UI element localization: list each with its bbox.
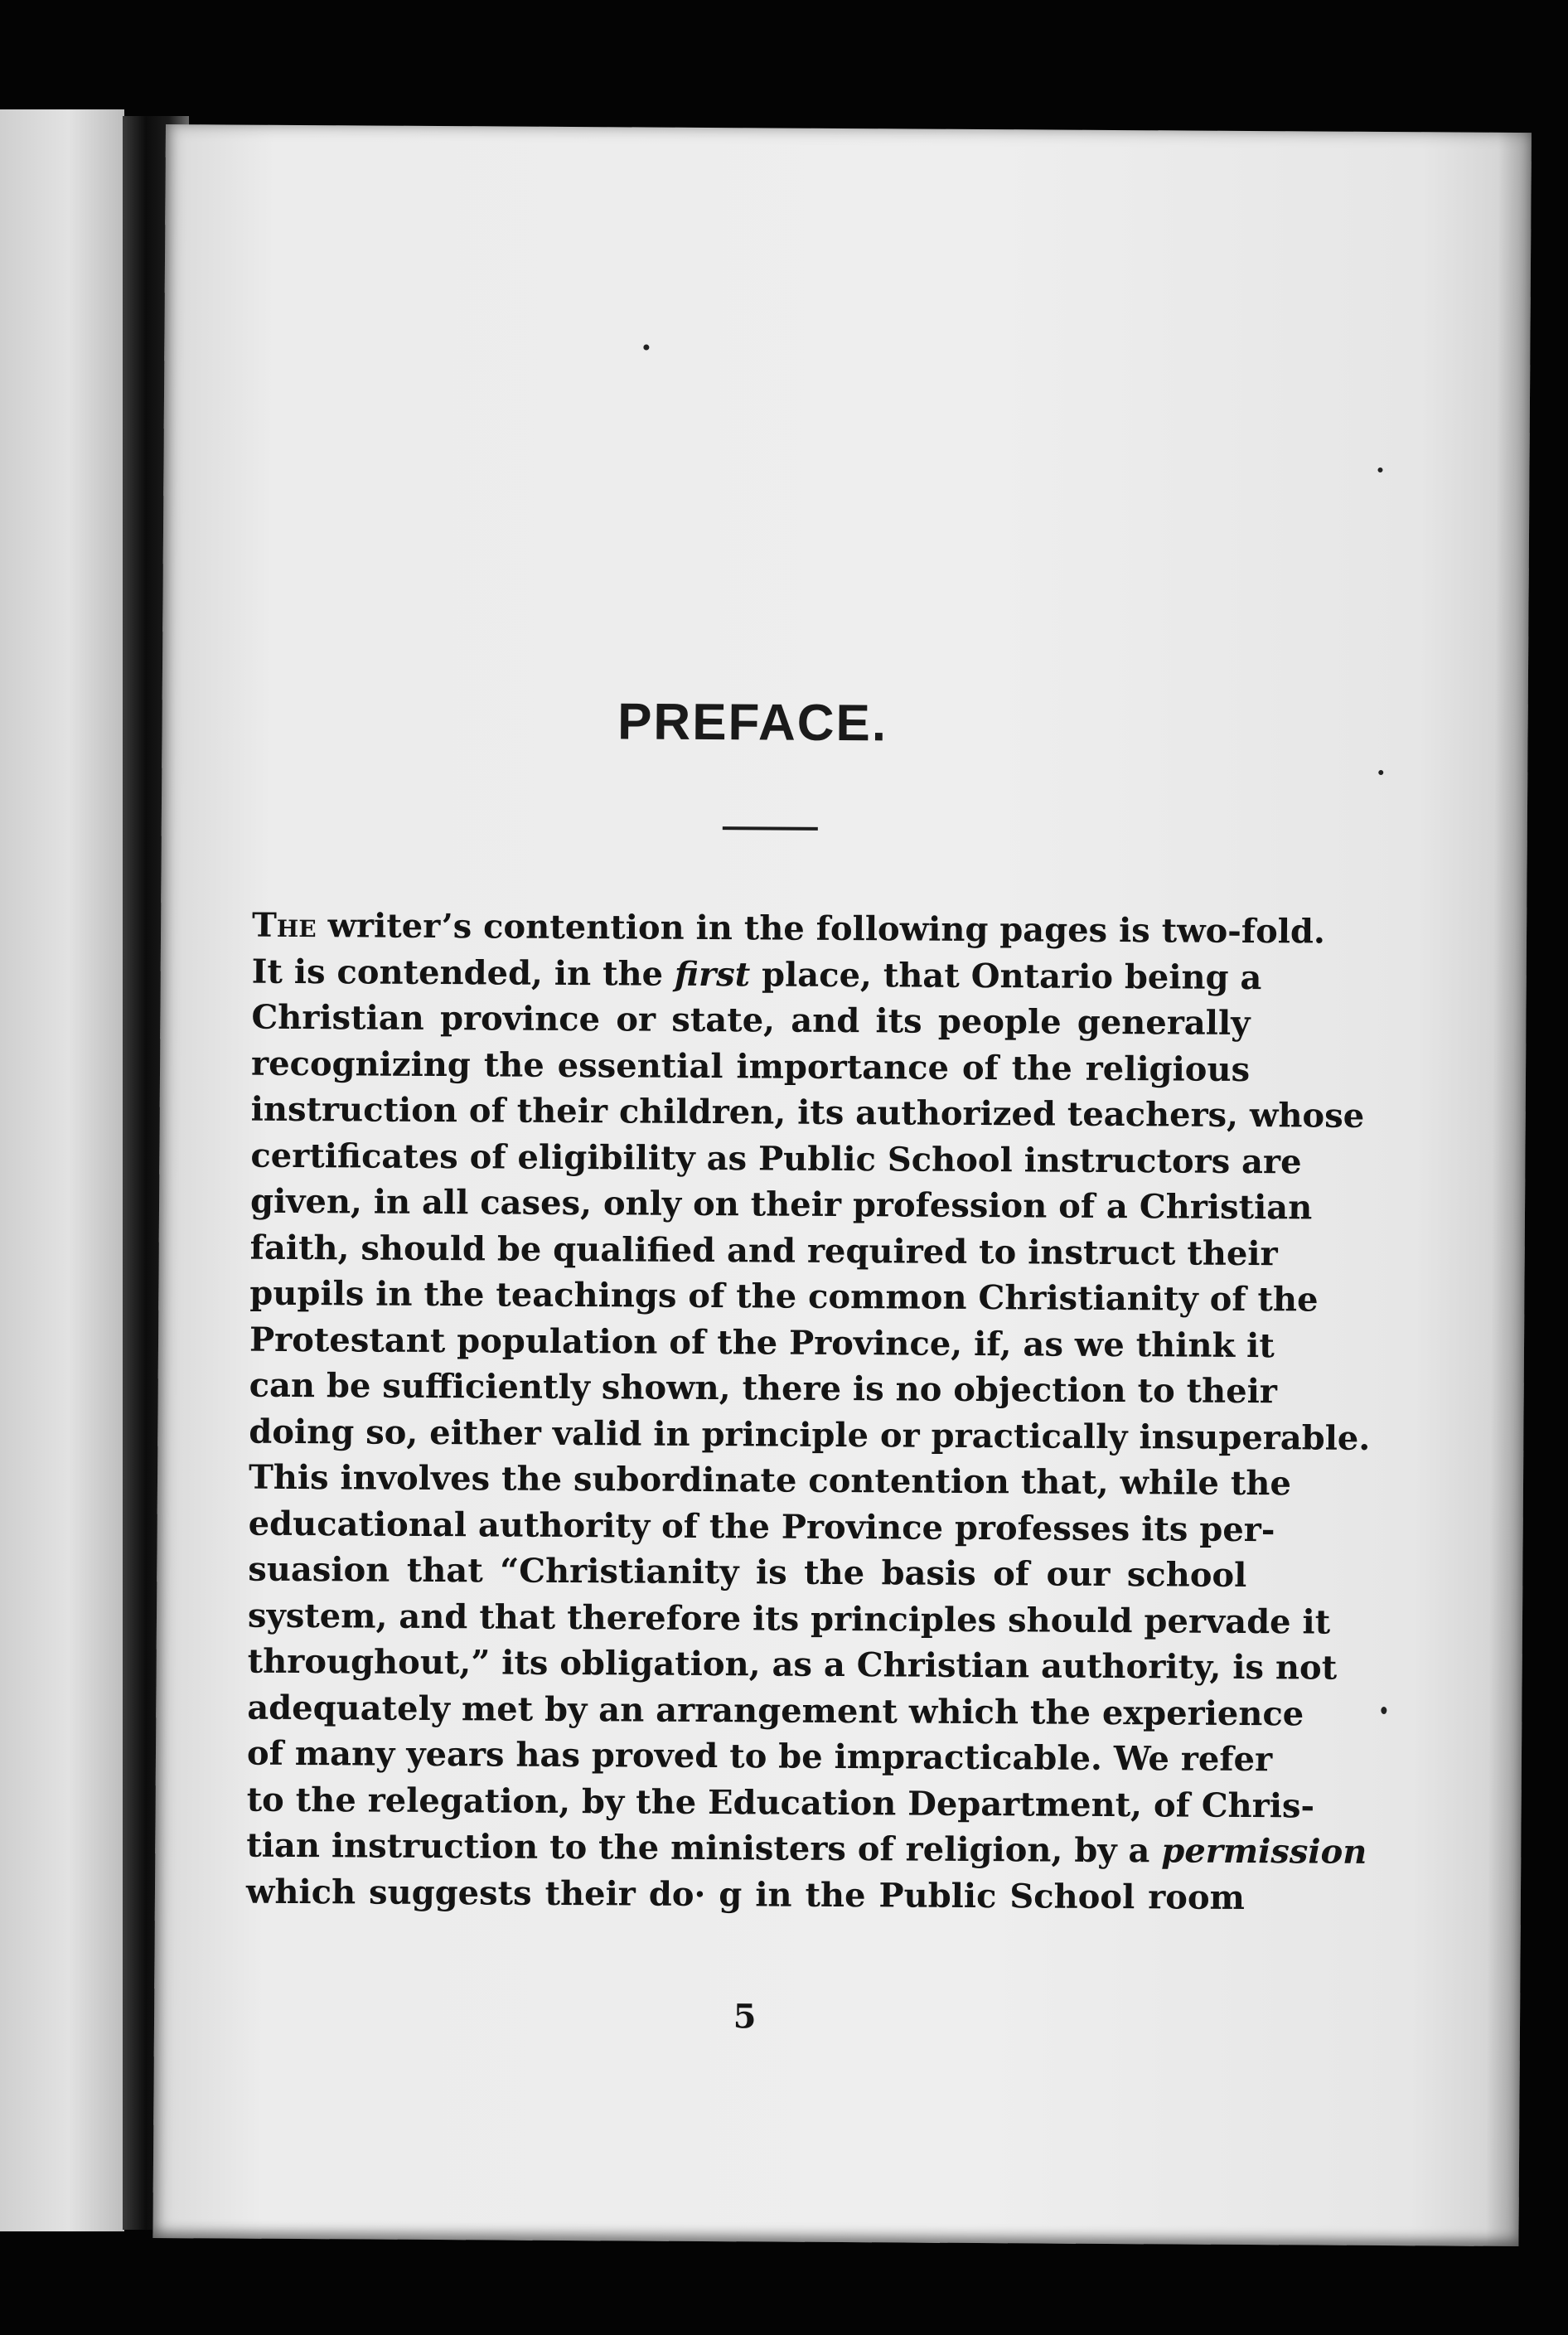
line-text: can be sufficiently shown, there is no objection to their [249,1365,1278,1412]
italic-word: permission [1161,1831,1367,1872]
line-text: instruction of their children, its authorized teachers, whose [250,1089,1365,1136]
book-page [152,124,1532,2246]
line-text: adequately met by an arrangement which the experience [247,1688,1304,1733]
line-text: tian instruction to the ministers of religion, by a [246,1825,1162,1871]
page-title: PREFACE. [617,693,888,753]
line-text: Christian province or state, and its people generally [251,997,1251,1044]
text-line [246,1868,1245,1921]
scan-speck [1378,770,1383,775]
text-line [251,903,1326,955]
line-text: This involves the subordinate contention that, while the [248,1457,1292,1504]
text-line [249,1316,1275,1369]
line-text: of many years has proved to be impracticable. We refer [246,1733,1273,1780]
scan-speck [643,345,649,351]
text-line [248,1547,1246,1599]
line-text: recognizing the essential importance of the religious [250,1044,1251,1089]
text-line [246,1731,1273,1783]
line-text: doing so, either valid in principle or practically insuperable. [249,1412,1371,1458]
text-line [246,1776,1315,1829]
line-text: place, that Ontario being a [750,954,1262,997]
line-text: suasion that “Christianity is the basis of our school [248,1549,1247,1595]
text-line [248,1455,1292,1507]
page-number: 5 [733,1997,757,2037]
text-line [249,1408,1371,1461]
text-line [250,1132,1302,1184]
line-text: pupils in the teachings of the common Christianity of the [249,1273,1319,1320]
line-text: educational authority of the Province professes its per- [248,1504,1275,1549]
preface-body [245,903,1371,1921]
line-text: It is contended, in the [251,952,675,994]
text-line [246,1823,1367,1875]
line-text: certificates of eligibility as Public School instructors are [250,1136,1302,1181]
text-line [251,948,1262,1000]
line-text: writer’s contention in the following pages is two-fold. [316,906,1326,952]
text-line [251,995,1250,1047]
small-caps-word: The [251,905,317,946]
text-line [249,1224,1278,1276]
page-edge-shadow [1485,133,1532,2246]
line-text: throughout,” its obligation, as a Christian authority, is not [247,1641,1338,1688]
text-line [247,1684,1304,1737]
left-page-edge [0,109,124,2231]
line-text: system, and that therefore its principles should pervade it [247,1596,1331,1642]
line-text: which suggests their do· g in the Public School room [245,1872,1246,1917]
scan-speck [1377,467,1382,472]
text-line [248,1500,1275,1553]
text-line [247,1639,1338,1691]
scan-speck [1381,1707,1387,1714]
line-text: faith, should be qualified and required to instruct their [249,1228,1278,1273]
page-content [244,125,1371,2245]
line-text: given, in all cases, only on their profession of a Christian [249,1181,1313,1228]
text-line [251,1040,1250,1092]
line-text: to the relegation, by the Education Department, of Chris- [246,1780,1315,1826]
text-line [250,1087,1365,1139]
italic-word: first [674,954,751,994]
text-line [247,1592,1331,1645]
text-line [249,1271,1319,1323]
title-rule [723,826,818,831]
line-text: Protestant population of the Province, if, as we think it [249,1320,1275,1365]
text-line [249,1179,1313,1231]
text-line [249,1363,1278,1415]
